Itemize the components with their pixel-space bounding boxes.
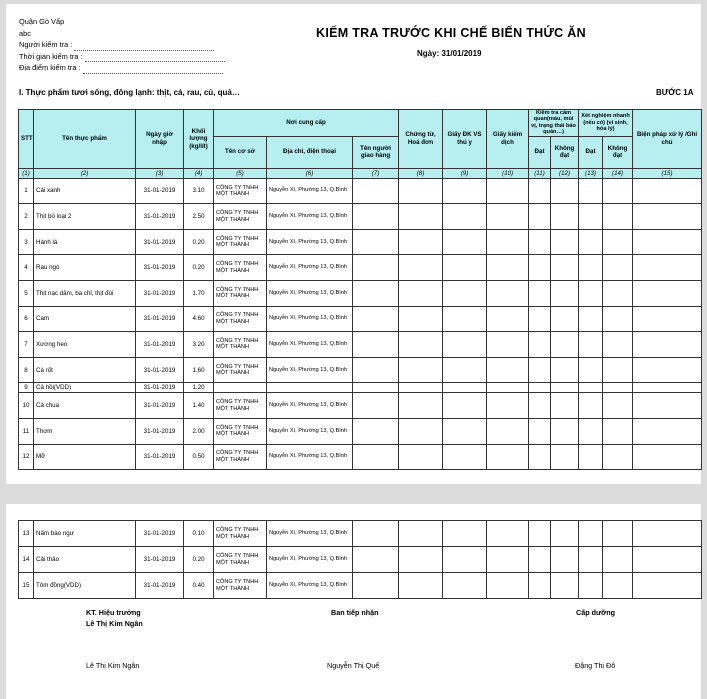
cell-qty: 0.20 (184, 255, 214, 281)
empty-cell (633, 306, 702, 332)
empty-cell (551, 547, 579, 573)
empty-cell (399, 383, 443, 393)
empty-cell (579, 204, 603, 230)
empty-cell (603, 547, 633, 573)
empty-cell (529, 255, 551, 281)
empty-cell (633, 444, 702, 470)
empty-cell (633, 178, 702, 204)
empty-cell (529, 573, 551, 599)
table-row (19, 393, 702, 419)
empty-cell (633, 547, 702, 573)
empty-cell (603, 418, 633, 444)
empty-cell (551, 178, 579, 204)
empty-cell (603, 229, 633, 255)
cell-stt: 5 (19, 281, 34, 307)
table-row (19, 357, 702, 383)
cell-facility: CÔNG TY TNHH MỘT THÀNH (214, 229, 267, 255)
cell-qty: 0.20 (184, 229, 214, 255)
col-invoice: Chứng từ, Hoá đơn (399, 110, 443, 169)
cell-qty: 1.60 (184, 357, 214, 383)
empty-cell (399, 255, 443, 281)
empty-cell (487, 178, 529, 204)
empty-cell (399, 229, 443, 255)
cell-date: 31-01-2019 (136, 444, 184, 470)
empty-cell (579, 521, 603, 547)
empty-cell (353, 444, 399, 470)
document-title: KIỂM TRA TRƯỚC KHI CHẾ BIẾN THỨC ĂN (316, 26, 586, 40)
empty-cell (443, 204, 487, 230)
cell-date: 31-01-2019 (136, 332, 184, 358)
empty-cell (529, 178, 551, 204)
empty-cell (551, 229, 579, 255)
table-row (19, 306, 702, 332)
empty-cell (603, 178, 633, 204)
cell-stt: 3 (19, 229, 34, 255)
empty-cell (579, 255, 603, 281)
empty-cell (551, 204, 579, 230)
cell-address: Nguyễn Xí, Phường 13, Q.Bình (267, 178, 353, 204)
empty-cell (579, 357, 603, 383)
empty-cell (399, 332, 443, 358)
cell-facility: CÔNG TY TNHH MỘT THÀNH (214, 418, 267, 444)
col-supplier: Nơi cung cấp (214, 110, 399, 137)
col-sensory-fail: Không đạt (551, 136, 579, 168)
cell-name: Cải thảo (34, 547, 136, 573)
cell-qty: 1.40 (184, 393, 214, 419)
food-check-table-continued (18, 520, 702, 599)
empty-cell (579, 281, 603, 307)
empty-cell (551, 573, 579, 599)
empty-cell (529, 418, 551, 444)
empty-cell (353, 393, 399, 419)
cell-stt: 1 (19, 178, 34, 204)
empty-cell (529, 281, 551, 307)
empty-cell (529, 383, 551, 393)
cell-facility: CÔNG TY TNHH MỘT THÀNH (214, 573, 267, 599)
empty-cell (529, 444, 551, 470)
empty-cell (579, 573, 603, 599)
cell-name: Thịt bò loại 2 (34, 204, 136, 230)
empty-cell (633, 204, 702, 230)
empty-cell (603, 521, 633, 547)
empty-cell (551, 383, 579, 393)
cell-stt: 8 (19, 357, 34, 383)
cell-facility: CÔNG TY TNHH MỘT THÀNH (214, 357, 267, 383)
empty-cell (399, 393, 443, 419)
cell-stt: 13 (19, 521, 34, 547)
document-date: Ngày: 31/01/2019 (417, 49, 482, 58)
empty-cell (579, 229, 603, 255)
table-row (19, 521, 702, 547)
cell-stt: 7 (19, 332, 34, 358)
empty-cell (487, 357, 529, 383)
col-facility: Tên cơ sở (214, 136, 267, 168)
table-row (19, 383, 702, 393)
empty-cell (487, 573, 529, 599)
cell-qty: 1.20 (184, 383, 214, 393)
table-row (19, 573, 702, 599)
time-line: Thời gian kiểm tra : (19, 51, 225, 63)
receiver-title: Ban tiếp nhận (331, 608, 379, 617)
cell-address: Nguyễn Xí, Phường 13, Q.Bình (267, 547, 353, 573)
cell-address: Nguyễn Xí, Phường 13, Q.Bình (267, 418, 353, 444)
empty-cell (603, 332, 633, 358)
empty-cell (579, 178, 603, 204)
empty-cell (443, 383, 487, 393)
col-name: Tên thực phẩm (34, 110, 136, 169)
receiver-name: Nguyễn Thị Quế (327, 661, 380, 670)
cell-date: 31-01-2019 (136, 357, 184, 383)
empty-cell (551, 444, 579, 470)
empty-cell (353, 573, 399, 599)
empty-cell (551, 357, 579, 383)
empty-cell (551, 255, 579, 281)
empty-cell (487, 418, 529, 444)
cell-facility: CÔNG TY TNHH MỘT THÀNH (214, 281, 267, 307)
empty-cell (399, 444, 443, 470)
empty-cell (633, 393, 702, 419)
col-quick-fail: Không đạt (603, 136, 633, 168)
table-body-continued (19, 521, 702, 599)
cell-date: 31-01-2019 (136, 521, 184, 547)
empty-cell (443, 306, 487, 332)
col-weight: Khối lượng (kg/lít) (184, 110, 214, 169)
cell-address: Nguyễn Xí, Phường 13, Q.Bình (267, 281, 353, 307)
empty-cell (353, 383, 399, 393)
cell-date: 31-01-2019 (136, 393, 184, 419)
empty-cell (399, 306, 443, 332)
empty-cell (399, 204, 443, 230)
empty-cell (603, 383, 633, 393)
cell-address: Nguyễn Xí, Phường 13, Q.Bình (267, 521, 353, 547)
empty-cell (487, 393, 529, 419)
table-row (19, 444, 702, 470)
empty-cell (353, 178, 399, 204)
empty-cell (529, 204, 551, 230)
cell-date: 31-01-2019 (136, 204, 184, 230)
empty-cell (353, 521, 399, 547)
cell-name: Thơm (34, 418, 136, 444)
empty-cell (353, 306, 399, 332)
cell-facility: CÔNG TY TNHH MỘT THÀNH (214, 393, 267, 419)
cell-qty: 2.50 (184, 204, 214, 230)
cell-stt: 12 (19, 444, 34, 470)
cell-stt: 10 (19, 393, 34, 419)
cell-qty: 0.50 (184, 444, 214, 470)
empty-cell (633, 418, 702, 444)
document-page-2 (6, 504, 701, 699)
table-header (19, 110, 702, 179)
cell-date: 31-01-2019 (136, 383, 184, 393)
cook-title: Cấp dưỡng (576, 608, 616, 617)
empty-cell (529, 306, 551, 332)
cell-qty: 0.10 (184, 521, 214, 547)
cell-stt: 2 (19, 204, 34, 230)
cell-address: Nguyễn Xí, Phường 13, Q.Bình (267, 332, 353, 358)
col-quicktest: Xét nghiệm nhanh (nếu có) (vi sinh, hóa lý) (579, 110, 633, 137)
empty-cell (529, 521, 551, 547)
empty-cell (443, 444, 487, 470)
cook-name: Đặng Thị Đô (575, 661, 616, 670)
empty-cell (443, 418, 487, 444)
food-check-table (18, 109, 702, 470)
cell-address: Nguyễn Xí, Phường 13, Q.Bình (267, 444, 353, 470)
empty-cell (443, 393, 487, 419)
cell-name: Cà chua (34, 393, 136, 419)
empty-cell (551, 521, 579, 547)
place-line: Địa điểm kiểm tra : (19, 62, 225, 74)
empty-cell (487, 281, 529, 307)
col-datetime: Ngày giờ nhập (136, 110, 184, 169)
cell-address: Nguyễn Xí, Phường 13, Q.Bình (267, 255, 353, 281)
table-row (19, 229, 702, 255)
header-info (19, 16, 225, 74)
col-stt: STT (19, 110, 34, 169)
table-row (19, 547, 702, 573)
empty-cell (353, 418, 399, 444)
empty-cell (353, 281, 399, 307)
empty-cell (443, 178, 487, 204)
empty-cell (579, 418, 603, 444)
cell-address (267, 383, 353, 393)
empty-cell (399, 521, 443, 547)
empty-cell (529, 357, 551, 383)
org-name: Quận Gò Vấp (19, 17, 65, 26)
cell-facility (214, 383, 267, 393)
principal-title: KT. Hiệu trưởng (86, 608, 141, 617)
table-row (19, 204, 702, 230)
cell-name: Cải xanh (34, 178, 136, 204)
col-quarantine: Giấy kiểm dịch (487, 110, 529, 169)
empty-cell (487, 521, 529, 547)
col-quick-pass: Đạt (579, 136, 603, 168)
cell-stt: 15 (19, 573, 34, 599)
col-sensory: Kiểm tra cảm quan(màu, mùi vị, trạng thái bảo quản…) (529, 110, 579, 137)
cell-address: Nguyễn Xí, Phường 13, Q.Bình (267, 357, 353, 383)
cell-facility: CÔNG TY TNHH MỘT THÀNH (214, 444, 267, 470)
cell-name: Mỡ (34, 444, 136, 470)
cell-stt: 11 (19, 418, 34, 444)
section-title: I. Thực phẩm tươi sống, đông lạnh: thịt, cá, rau, củ, quả… (19, 88, 240, 97)
col-vet: Giấy ĐK VS thú y (443, 110, 487, 169)
principal-subtitle: Lê Thị Kim Ngân (86, 619, 143, 628)
cell-address: Nguyễn Xí, Phường 13, Q.Bình (267, 393, 353, 419)
empty-cell (353, 204, 399, 230)
cell-stt: 14 (19, 547, 34, 573)
empty-cell (603, 357, 633, 383)
inspector-line: Người kiểm tra : (19, 39, 225, 51)
empty-cell (579, 332, 603, 358)
empty-cell (551, 393, 579, 419)
empty-cell (579, 444, 603, 470)
table-row (19, 332, 702, 358)
cell-date: 31-01-2019 (136, 178, 184, 204)
empty-cell (443, 573, 487, 599)
empty-cell (443, 547, 487, 573)
cell-address: Nguyễn Xí, Phường 13, Q.Bình (267, 204, 353, 230)
empty-cell (551, 281, 579, 307)
empty-cell (579, 393, 603, 419)
empty-cell (353, 229, 399, 255)
empty-cell (603, 204, 633, 230)
empty-cell (633, 255, 702, 281)
empty-cell (443, 521, 487, 547)
empty-cell (633, 281, 702, 307)
cell-address: Nguyễn Xí, Phường 13, Q.Bình (267, 573, 353, 599)
empty-cell (633, 573, 702, 599)
cell-name: Tôm đồng(VDD) (34, 573, 136, 599)
org-sub: abc (19, 28, 31, 38)
column-number-row: (1) (2) (3) (4) (5) (6) (7) (8) (9) (10) (11) (12) (13) (14) (15) (19, 168, 702, 178)
empty-cell (487, 229, 529, 255)
empty-cell (399, 573, 443, 599)
cell-qty: 2.00 (184, 418, 214, 444)
empty-cell (579, 306, 603, 332)
empty-cell (487, 306, 529, 332)
cell-address: Nguyễn Xí, Phường 13, Q.Bình (267, 306, 353, 332)
empty-cell (579, 383, 603, 393)
cell-facility: CÔNG TY TNHH MỘT THÀNH (214, 306, 267, 332)
empty-cell (603, 393, 633, 419)
cell-qty: 3.10 (184, 178, 214, 204)
empty-cell (603, 255, 633, 281)
empty-cell (603, 281, 633, 307)
empty-cell (529, 229, 551, 255)
cell-address: Nguyễn Xí, Phường 13, Q.Bình (267, 229, 353, 255)
principal-name: Lê Thị Kim Ngân (86, 661, 140, 670)
cell-qty: 3.20 (184, 332, 214, 358)
cell-name: Nấm bào ngư (34, 521, 136, 547)
empty-cell (633, 521, 702, 547)
empty-cell (353, 255, 399, 281)
empty-cell (529, 547, 551, 573)
cell-qty: 1.70 (184, 281, 214, 307)
empty-cell (551, 306, 579, 332)
cell-date: 31-01-2019 (136, 573, 184, 599)
col-sensory-pass: Đạt (529, 136, 551, 168)
empty-cell (603, 306, 633, 332)
empty-cell (579, 547, 603, 573)
empty-cell (399, 178, 443, 204)
cell-date: 31-01-2019 (136, 547, 184, 573)
empty-cell (443, 357, 487, 383)
cell-name: Rau ngò (34, 255, 136, 281)
empty-cell (443, 229, 487, 255)
table-row (19, 281, 702, 307)
cell-facility: CÔNG TY TNHH MỘT THÀNH (214, 547, 267, 573)
cell-date: 31-01-2019 (136, 281, 184, 307)
empty-cell (443, 255, 487, 281)
cell-facility: CÔNG TY TNHH MỘT THÀNH (214, 255, 267, 281)
empty-cell (633, 229, 702, 255)
empty-cell (603, 444, 633, 470)
empty-cell (487, 444, 529, 470)
cell-name: Xương heo (34, 332, 136, 358)
cell-name: Thịt nạc dăm, ba chỉ, thịt đùi (34, 281, 136, 307)
cell-stt: 4 (19, 255, 34, 281)
empty-cell (487, 204, 529, 230)
col-remedy: Biện pháp xử lý /Ghi chú (633, 110, 702, 169)
empty-cell (633, 383, 702, 393)
empty-cell (399, 281, 443, 307)
empty-cell (353, 332, 399, 358)
empty-cell (399, 547, 443, 573)
empty-cell (353, 547, 399, 573)
cell-facility: CÔNG TY TNHH MỘT THÀNH (214, 521, 267, 547)
cell-date: 31-01-2019 (136, 255, 184, 281)
empty-cell (529, 332, 551, 358)
empty-cell (551, 418, 579, 444)
col-deliverer: Tên người giao hàng (353, 136, 399, 168)
empty-cell (633, 357, 702, 383)
cell-name: Cá hồi(VDD) (34, 383, 136, 393)
cell-date: 31-01-2019 (136, 229, 184, 255)
empty-cell (353, 357, 399, 383)
cell-stt: 9 (19, 383, 34, 393)
empty-cell (443, 332, 487, 358)
empty-cell (487, 332, 529, 358)
empty-cell (633, 332, 702, 358)
cell-date: 31-01-2019 (136, 306, 184, 332)
col-address: Địa chỉ, điện thoại (267, 136, 353, 168)
cell-qty: 4.60 (184, 306, 214, 332)
empty-cell (443, 281, 487, 307)
empty-cell (399, 418, 443, 444)
empty-cell (603, 573, 633, 599)
document-page-1 (6, 4, 701, 484)
cell-name: Cam (34, 306, 136, 332)
empty-cell (529, 393, 551, 419)
cell-stt: 6 (19, 306, 34, 332)
table-row (19, 418, 702, 444)
cell-facility: CÔNG TY TNHH MỘT THÀNH (214, 178, 267, 204)
cell-name: Hành lá (34, 229, 136, 255)
table-body (19, 178, 702, 470)
cell-name: Cà rốt (34, 357, 136, 383)
cell-facility: CÔNG TY TNHH MỘT THÀNH (214, 332, 267, 358)
cell-date: 31-01-2019 (136, 418, 184, 444)
table-row (19, 178, 702, 204)
empty-cell (551, 332, 579, 358)
table-row (19, 255, 702, 281)
cell-qty: 0.40 (184, 573, 214, 599)
cell-qty: 0.20 (184, 547, 214, 573)
empty-cell (399, 357, 443, 383)
empty-cell (487, 255, 529, 281)
empty-cell (487, 383, 529, 393)
cell-facility: CÔNG TY TNHH MỘT THÀNH (214, 204, 267, 230)
step-label: BƯỚC 1A (656, 88, 694, 97)
empty-cell (487, 547, 529, 573)
